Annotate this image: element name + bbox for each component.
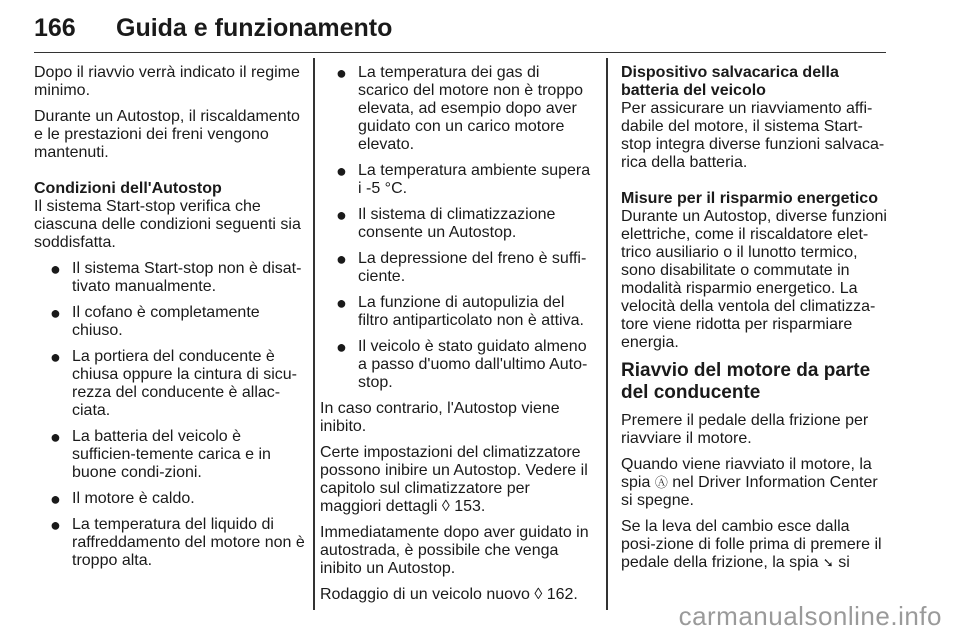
subheading: Misure per il risparmio energetico [621,190,878,207]
paragraph: Dopo il riavvio verrà indicato il regime minimo. [34,64,300,99]
watermark: carmanualsonline.info [678,601,942,631]
list-item: ● Il sistema di climatizzazione consente un Autostop. [336,205,556,241]
autostop-indicator-icon: Ⓐ [654,475,668,490]
bullet-list [320,64,592,392]
page-header [34,10,886,53]
shift-indicator-icon: ➘ [822,555,834,570]
list-item: ● La portiera del conducente è chiusa oppure la cintura di sicu-rezza del conducente è allac-ciata. [50,347,298,419]
paragraph: Premere il pedale della frizione per riavviare il motore. [621,412,869,447]
paragraph: Rodaggio di un veicolo nuovo ◊ 162. [320,586,578,603]
column-left [34,64,306,578]
list-item: ● La temperatura del liquido di raffreddamento del motore non è troppo alta. [50,515,305,569]
list-item: ● Il sistema Start-stop non è disat-tivato manualmente. [50,259,302,295]
paragraph: Certe impostazioni del climatizzatore possono inibire un Autostop. Vedere il capitolo sul climatizzatore per maggiori dettagli ◊ 153. [320,444,588,515]
paragraph: Quando viene riavviato il motore, la spia Ⓐ nel Driver Information Center si spegne. [621,456,878,509]
list-item: ● Il veicolo è stato guidato almeno a passo d'uomo dall'ultimo Auto-stop. [336,337,588,391]
list-item: ● Il motore è caldo. [50,489,195,509]
column-divider [606,58,608,610]
subheading: Dispositivo salvacarica della batteria del veicolo [621,64,839,99]
paragraph: Durante un Autostop, diverse funzioni elettriche, come il riscaldatore elet-trico ausiliario o il lunotto termico, sono disabilitate o commutate in modalità risparmio energetico. La velocità della ventola del climatizza-tore viene ridotta per risparmiare energia. [621,208,887,351]
column-right [621,64,887,580]
list-item: ● La batteria del veicolo è sufficien-temente carica e in buone condi-zioni. [50,427,271,481]
paragraph: Il sistema Start-stop verifica che ciascuna delle condizioni seguenti sia soddisfatta. [34,198,301,251]
list-item: ● La funzione di autopulizia del filtro antiparticolato non è attiva. [336,293,584,329]
paragraph: Per assicurare un riavviamento affi-dabile del motore, il sistema Start-stop integra diverse funzioni salvaca-rica della batteria. [621,100,885,171]
list-item: ● La depressione del freno è suffi-ciente. [336,249,587,285]
subheading: Condizioni dell'Autostop [34,180,222,197]
paragraph: Durante un Autostop, il riscaldamento e le prestazioni dei freni vengono mantenuti. [34,108,300,161]
bullet-list [34,260,306,570]
paragraph: In caso contrario, l'Autostop viene inibito. [320,400,560,435]
paragraph: Immediatamente dopo aver guidato in autostrada, è possibile che venga inibito un Autostop. [320,524,589,577]
list-item: ● La temperatura ambiente supera i -5 °C. [336,161,591,197]
column-divider [313,58,315,610]
page-number: 166 [34,14,76,42]
page-title: Guida e funzionamento [116,14,393,42]
list-item: ● La temperatura dei gas di scarico del motore non è troppo elevata, ad esempio dopo aver guidato con un carico motore elevato. [336,63,584,153]
column-middle [320,64,592,612]
section-heading: Riavvio del motore da parte del conducente [621,360,871,403]
list-item: ● Il cofano è completamente chiuso. [50,303,260,339]
paragraph: Se la leva del cambio esce dalla posi-zione di folle prima di premere il pedale della frizione, la spia ➘ si [621,518,882,571]
